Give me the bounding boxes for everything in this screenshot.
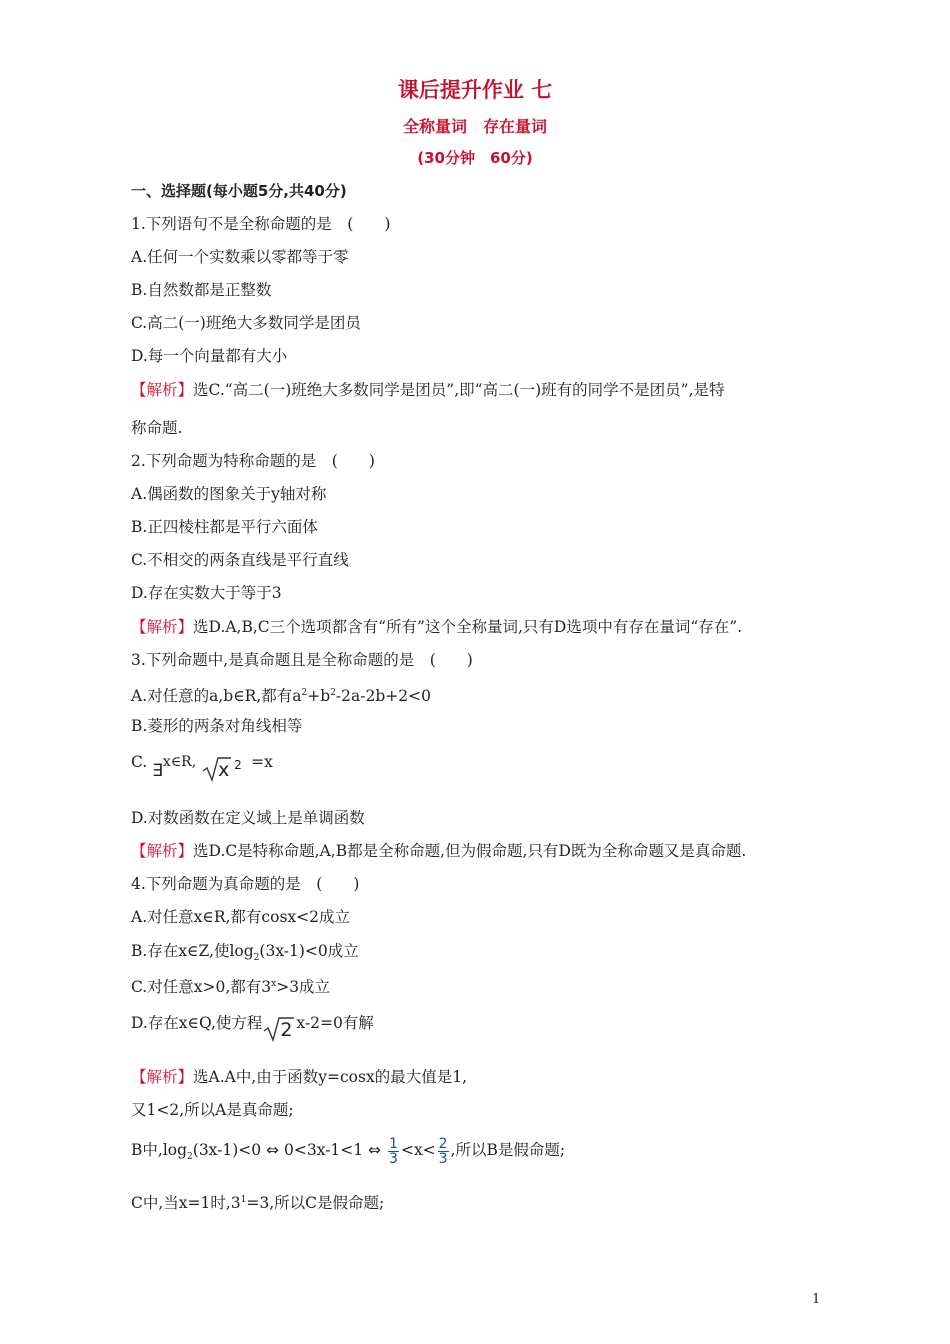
q3-a-text: +b: [307, 687, 331, 706]
exponent: x: [271, 979, 277, 989]
numerator: 1: [389, 1135, 398, 1152]
page-number: 1: [812, 1292, 821, 1307]
exponent: 2: [301, 688, 308, 698]
time-score: (30分钟 60分): [417, 149, 533, 167]
q3-option-a: [131, 683, 431, 706]
section-heading: 一、选择题(每小题5分,共40分): [131, 182, 347, 200]
q1-analysis-text: 选C.“高二(一)班绝大多数同学是团员”,即“高二(一)班有的同学不是团员”,是特: [193, 381, 725, 399]
q4-analysis-line4: [131, 1190, 384, 1213]
q4-option-a: A.对任意x∈R,都有cosx<2成立: [131, 908, 350, 926]
q4-b-text: B.存在x∈Z,使log: [131, 942, 254, 960]
q3-c-label: C.: [131, 753, 148, 771]
q2-option-a: A.偶函数的图象关于y轴对称: [131, 485, 327, 503]
q1-analysis: [131, 380, 725, 400]
q4-an4-text: =3,所以C是假命题;: [246, 1194, 385, 1213]
exists-symbol: ∃: [152, 761, 163, 781]
fraction: [388, 1137, 399, 1166]
q1-option-d: D.每一个向量都有大小: [131, 347, 288, 365]
page-subtitle: 全称量词 存在量词: [402, 117, 547, 136]
q4-option-c: [131, 974, 330, 997]
square-root: [262, 1012, 296, 1042]
iff-symbol: ⇔: [368, 1141, 382, 1159]
q2-stem: 2.下列命题为特称命题的是 ( ): [131, 452, 375, 470]
q4-an3-text: (3x-1)<0: [192, 1141, 262, 1159]
q4-an3-text: 0<3x-1<1: [284, 1141, 364, 1159]
q4-an3-text: <x<: [400, 1141, 436, 1159]
q3-stem: 3.下列命题中,是真命题且是全称命题的是 ( ): [131, 651, 473, 669]
radicand: 2: [280, 1019, 293, 1041]
q4-an4-text: C中,当x=1时,3: [131, 1194, 241, 1213]
exponent: 1: [240, 1195, 247, 1205]
exponent: 2: [330, 688, 336, 698]
q4-d-text: x-2=0有解: [296, 1014, 374, 1032]
q3-option-b: B.菱形的两条对角线相等: [131, 717, 303, 735]
q4-analysis-line2: 又1<2,所以A是真命题;: [131, 1101, 294, 1119]
q2-analysis-text: 选D.A,B,C三个选项都含有“所有”这个全称量词,只有D选项中有存在量词“存在”.: [193, 618, 743, 636]
q3-a-text: A.对任意的a,b∈R,都有a: [131, 687, 302, 706]
q4-c-text: C.对任意x>0,都有3: [131, 978, 272, 997]
square-root: [201, 752, 251, 782]
q4-b-text: (3x-1)<0成立: [259, 942, 359, 960]
q1-option-b: B.自然数都是正整数: [131, 281, 272, 299]
q1-option-c: C.高二(一)班绝大多数同学是团员: [131, 314, 361, 332]
q2-analysis: [131, 617, 742, 637]
q3-option-c: [131, 752, 273, 788]
q1-stem: 1.下列语句不是全称命题的是 ( ): [131, 215, 391, 233]
q4-analysis-text: 选A.A中,由于函数y=cosx的最大值是1,: [193, 1068, 467, 1086]
q1-analysis-cont: 称命题.: [131, 419, 183, 437]
fraction: [438, 1137, 449, 1166]
analysis-tag: 【解析】: [131, 842, 194, 860]
q4-stem: 4.下列命题为真命题的是 ( ): [131, 875, 360, 893]
q3-c-tail: =x: [251, 753, 273, 771]
analysis-tag: 【解析】: [131, 1068, 194, 1086]
q3-option-d: D.对数函数在定义域上是单调函数: [131, 809, 365, 827]
q3-analysis: [131, 841, 746, 861]
q3-analysis-text: 选D.C是特称命题,A,B都是全称命题,但为假命题,只有D既为全称命题又是真命题.: [193, 842, 747, 860]
q2-option-b: B.正四棱柱都是平行六面体: [131, 518, 318, 536]
q4-an3-text: ,所以B是假命题;: [450, 1141, 566, 1159]
analysis-tag: 【解析】: [131, 618, 194, 636]
iff-symbol: ⇔: [266, 1141, 280, 1159]
q3-c-text: x∈R,: [162, 754, 197, 770]
q4-option-b: [131, 941, 359, 968]
denominator: 3: [389, 1150, 398, 1167]
q2-option-d: D.存在实数大于等于3: [131, 584, 282, 602]
q1-option-a: A.任何一个实数乘以零都等于零: [131, 248, 349, 266]
radicand: x: [218, 759, 230, 781]
q2-option-c: C.不相交的两条直线是平行直线: [131, 551, 349, 569]
q4-c-text: >3成立: [276, 978, 331, 997]
numerator: 2: [438, 1135, 448, 1152]
exponent: 2: [234, 758, 242, 772]
q4-d-text: D.存在x∈Q,使方程: [131, 1014, 263, 1032]
subscript: 2: [253, 953, 260, 964]
denominator: 3: [438, 1150, 448, 1167]
q3-a-text: -2a-2b+2<0: [335, 687, 431, 706]
q4-analysis: [131, 1067, 467, 1087]
q4-analysis-line3: [131, 1132, 565, 1168]
subscript: 2: [187, 1152, 193, 1163]
q4-option-d: [131, 1012, 374, 1046]
page-title: 课后提升作业 七: [397, 78, 553, 102]
analysis-tag: 【解析】: [131, 381, 194, 399]
q4-an3-text: B中,log: [131, 1141, 188, 1159]
